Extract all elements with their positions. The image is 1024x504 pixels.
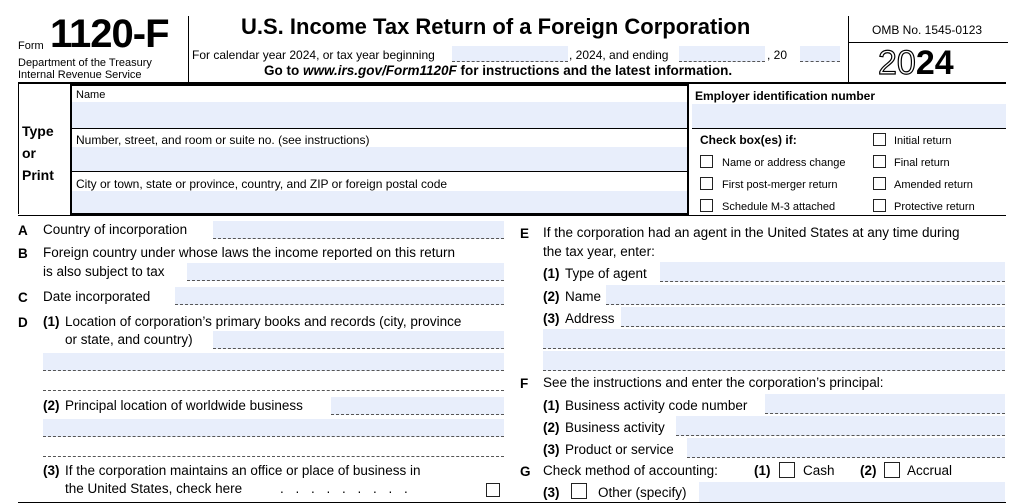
letter-f: F — [520, 376, 529, 391]
us-office-label-1: If the corporation maintains an office or place of business in — [65, 463, 421, 478]
first-post-merger-label: First post-merger return — [722, 179, 838, 191]
tax-year-end-input[interactable] — [679, 46, 765, 62]
books-location-line-3 — [43, 390, 504, 391]
books-location-input-1[interactable] — [213, 331, 504, 349]
schedule-m3-checkbox[interactable] — [700, 199, 713, 212]
other-method-input[interactable] — [699, 482, 1005, 502]
date-incorporated-label: Date incorporated — [43, 289, 151, 304]
books-location-input-2[interactable] — [43, 353, 504, 371]
year-bold: 24 — [915, 44, 954, 82]
country-incorporation-input[interactable] — [213, 221, 504, 239]
amended-return-checkbox[interactable] — [873, 177, 886, 190]
bottom-rule — [18, 502, 1006, 503]
cash-label: Cash — [803, 463, 835, 478]
name-address-change-label: Name or address change — [722, 157, 846, 169]
name-input[interactable] — [72, 102, 687, 128]
goto-suffix: for instructions and the latest information. — [456, 63, 733, 78]
tax-year — [878, 43, 954, 83]
print-word: Print — [22, 167, 54, 183]
accrual-checkbox[interactable] — [884, 462, 900, 478]
letter-c: C — [18, 290, 28, 305]
accounting-method-label: Check method of accounting: — [543, 463, 718, 478]
goto-prefix: Go to — [264, 63, 303, 78]
business-activity-label: Business activity — [565, 420, 665, 435]
box-left-edge — [18, 84, 19, 214]
activity-code-input[interactable] — [765, 394, 1005, 414]
street-input[interactable] — [72, 147, 687, 171]
worldwide-business-input-1[interactable] — [331, 397, 504, 415]
f1-number: (1) — [543, 398, 560, 413]
ein-divider — [692, 128, 1006, 129]
product-service-label: Product or service — [565, 442, 674, 457]
top-box-bottom-rule — [18, 215, 1006, 216]
check-label: Check box(es) if: — [700, 133, 797, 147]
year-outline: 20 — [878, 44, 916, 82]
f2-number: (2) — [543, 420, 560, 435]
irs-name: Internal Revenue Service — [18, 69, 142, 81]
name-address-change-checkbox[interactable] — [700, 155, 713, 168]
tax-year-end-year-input[interactable] — [800, 46, 840, 62]
form-word: Form — [18, 40, 44, 52]
foreign-country-input[interactable] — [187, 263, 504, 281]
amended-return-label: Amended return — [894, 179, 973, 191]
type-word: Type — [22, 123, 54, 139]
calendar-end: , 20 — [767, 48, 788, 62]
d2-number: (2) — [43, 398, 60, 413]
us-office-dots: . . . . . . . . . — [280, 481, 412, 496]
form-number: 1120-F — [50, 12, 169, 56]
agent-type-input[interactable] — [660, 262, 1005, 282]
street-label: Number, street, and room or suite no. (see instructions) — [76, 133, 370, 147]
cash-checkbox[interactable] — [779, 462, 795, 478]
product-service-input[interactable] — [687, 438, 1005, 458]
agent-address-input-2[interactable] — [543, 329, 1005, 349]
city-label: City or town, state or province, country, and ZIP or foreign postal code — [76, 177, 448, 191]
us-office-checkbox[interactable] — [486, 483, 500, 497]
or-word: or — [22, 145, 36, 161]
agent-address-input-1[interactable] — [621, 307, 1005, 327]
ein-input[interactable] — [692, 104, 1006, 128]
business-activity-input[interactable] — [676, 416, 1005, 436]
d3-number: (3) — [43, 463, 60, 478]
header-divider-left — [188, 16, 189, 82]
books-location-label-1: Location of corporation’s primary books and records (city, province — [65, 314, 462, 329]
worldwide-business-label: Principal location of worldwide business — [65, 398, 303, 413]
letter-g: G — [520, 464, 531, 479]
final-return-checkbox[interactable] — [873, 155, 886, 168]
agent-address-label: Address — [565, 311, 615, 326]
final-return-label: Final return — [894, 157, 950, 169]
letter-e: E — [520, 226, 530, 241]
header-divider-right — [848, 16, 849, 82]
f3-number: (3) — [543, 442, 560, 457]
foreign-country-label-1: Foreign country under whose laws the income reported on this return — [43, 245, 455, 260]
agent-label-2: the tax year, enter: — [543, 244, 655, 259]
other-method-label: Other (specify) — [598, 485, 687, 500]
tax-year-begin-input[interactable] — [452, 46, 568, 62]
g1-number: (1) — [754, 463, 771, 478]
type-or-print — [22, 120, 54, 186]
principal-label: See the instructions and enter the corporation’s principal: — [543, 375, 884, 390]
activity-code-label: Business activity code number — [565, 398, 748, 413]
foreign-country-label-2: is also subject to tax — [43, 264, 165, 279]
e3-number: (3) — [543, 311, 560, 326]
d1-number: (1) — [43, 314, 60, 329]
e1-number: (1) — [543, 266, 560, 281]
worldwide-business-input-2[interactable] — [43, 419, 504, 437]
agent-name-label: Name — [565, 289, 602, 304]
initial-return-label: Initial return — [894, 135, 952, 147]
name-row-divider — [72, 128, 687, 129]
protective-return-label: Protective return — [894, 201, 975, 213]
other-method-checkbox[interactable] — [571, 483, 587, 499]
letter-a: A — [18, 223, 28, 238]
name-label: Name — [76, 89, 106, 101]
instructions-line — [264, 63, 732, 78]
dept-treasury: Department of the Treasury — [18, 57, 152, 69]
agent-label-1: If the corporation had an agent in the United States at any time during — [543, 225, 960, 240]
letter-d: D — [18, 315, 28, 330]
first-post-merger-checkbox[interactable] — [700, 177, 713, 190]
protective-return-checkbox[interactable] — [873, 199, 886, 212]
calendar-prefix: For calendar year 2024, or tax year beginning — [192, 48, 435, 62]
omb-number: OMB No. 1545-0123 — [872, 23, 983, 37]
accrual-label: Accrual — [907, 463, 953, 478]
g3-number: (3) — [543, 485, 560, 500]
date-incorporated-input[interactable] — [175, 287, 504, 305]
calendar-mid: , 2024, and ending — [569, 48, 669, 62]
us-office-label-2: the United States, check here — [65, 481, 243, 496]
ein-label: Employer identification number — [695, 89, 876, 103]
letter-b: B — [18, 246, 28, 261]
form-title: U.S. Income Tax Return of a Foreign Corporation — [241, 14, 751, 39]
agent-type-label: Type of agent — [565, 266, 647, 281]
agent-name-input[interactable] — [606, 285, 1005, 305]
initial-return-checkbox[interactable] — [873, 133, 886, 146]
worldwide-business-line-3 — [43, 456, 504, 457]
irs-url-link[interactable]: www.irs.gov/Form1120F — [303, 63, 457, 78]
city-input[interactable] — [72, 191, 687, 213]
books-location-label-2: or state, and country) — [65, 332, 193, 347]
country-incorporation-label: Country of incorporation — [43, 222, 188, 237]
g2-number: (2) — [860, 463, 877, 478]
e2-number: (2) — [543, 289, 560, 304]
agent-address-input-3[interactable] — [543, 351, 1005, 371]
street-row-divider — [72, 171, 687, 172]
schedule-m3-label: Schedule M-3 attached — [722, 201, 836, 213]
